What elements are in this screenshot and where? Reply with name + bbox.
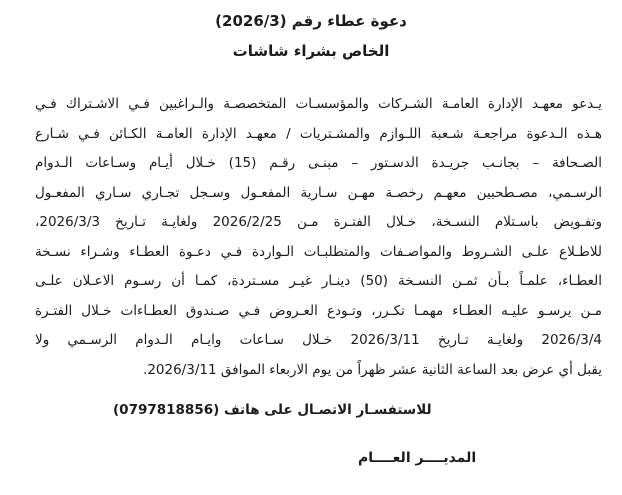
body-line-10: يقبل أي عرض بعد الساعة الثانية عشر ظهراً من يوم الاربعاء الموافق 2026/3/11. — [143, 361, 602, 378]
signature-title: المديــــر العــــام — [358, 450, 477, 466]
body-line-8: مـن يرسـو عليـه العطـاء مهمـا تكـرر، وتـودع العـروض فـي صـندوق العطـاءات خـلال الفتـرة — [35, 302, 602, 319]
body-line-2: هـذه الـدعوة مراجعـة شـعبة اللـوازم والمشـتريات / معهـد الإدارة العامـة الكـائن فـي شـارع — [35, 125, 602, 142]
tender-title: دعوة عطاء رقم (2026/3) — [215, 12, 407, 30]
tender-body-paragraph — [0, 90, 622, 385]
body-line-6: للاطـلاع علـى الشـروط والمواصـفات والمتطلبـات الـواردة فـي دعـوة العطـاء وشـراء نسـخة — [35, 243, 602, 260]
document-header — [0, 6, 622, 66]
tender-subtitle: الخاص بشراء شاشات — [232, 42, 390, 60]
inquiry-phone-line: للاستفسـار الاتصـال على هاتف (0797818856) — [113, 402, 432, 418]
body-line-1: يـدعو معهـد الإدارة العامـة الشـركات والمؤسسـات المتخصصـة والـراغبين فـي الاشـتراك فـي — [35, 96, 602, 112]
body-line-9: 2026/3/4 ولغايـة تـاريخ 2026/3/11 خـلال سـاعات وايـام الـدوام الرسـمي ولا — [35, 332, 602, 348]
body-line-3: الصـحافة – بجانـب جريـدة الدسـتور – مبنـى رقـم (15) خـلال أيـام وسـاعات الـدوام — [35, 155, 602, 171]
body-line-7: العطـاء، علمـاً بـأن ثمـن النسـخة (50) دينـار غيـر مسـتردة، كمـا أن رسـوم الاعـلان علـى — [35, 273, 602, 289]
body-line-4: الرسـمي، مصـطحبين معهـم رخصـة مهـن سـارية المفعـول وسـجل تجـاري سـاري المفعـول — [35, 184, 602, 201]
body-line-5: وتفـويض باسـتلام النسـخة، خـلال الفتـرة مـن 2026/2/25 ولغايـة تـاريخ 2026/3/3، — [35, 214, 602, 230]
